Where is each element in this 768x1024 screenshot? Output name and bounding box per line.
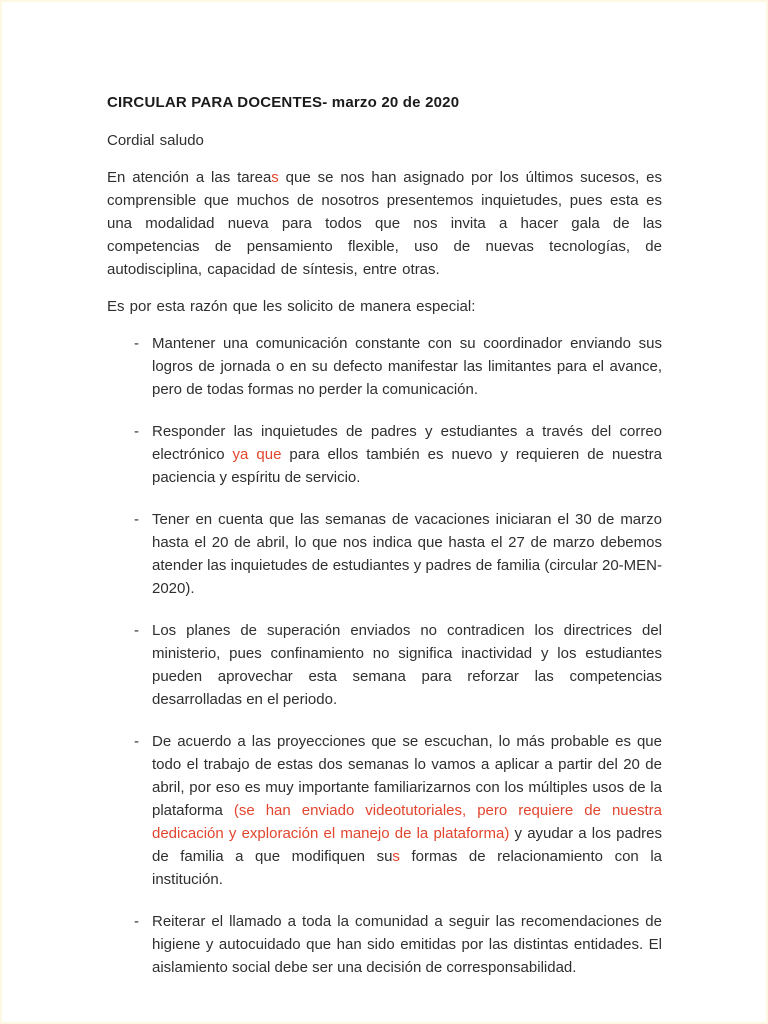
bullet-item-respond-email [107,420,662,489]
highlighted-text-run: s [271,169,279,186]
text-run: En atención a las tarea [107,169,272,186]
text-run: y ayudar a los padres de familia a que modifiquen su [152,825,662,865]
bullet-item-communication [107,332,662,401]
greeting-line: Cordial saludo [107,132,204,149]
text-run: Los planes de superación enviados no contradicen los directrices del ministerio, pues confinamiento no significa inactividad y los estudiantes pueden aprovechar esta semana para reforzar las competencias desarrolladas en el periodo. [152,622,662,708]
bullet-item-vacation-dates [107,508,662,600]
document-page [2,2,766,1022]
dash-marker: - [134,622,139,639]
bullet-item-platform-usage [107,730,662,891]
dash-marker: - [134,423,139,440]
bullet-text [152,619,662,711]
dash-marker: - [134,913,139,930]
highlighted-text-run: (se han enviado videotutoriales, pero requiere de nuestra dedicación y exploración el manejo de la plataforma) [152,802,662,842]
text-run: que se nos han asignado por los últimos sucesos, es comprensible que muchos de nosotros presentemos inquietudes, pues esta es una modalidad nueva para todos que nos invita a hacer gala de las competencias de pensamiento flexible, uso de nuevas tecnologías, de autodisciplina, capacidad de síntesis, entre otras. [107,169,662,278]
bullet-text [152,332,662,401]
bullet-item-improvement-plans [107,619,662,711]
text-run: De acuerdo a las proyecciones que se escuchan, lo más probable es que todo el trabajo de estas dos semanas lo vamos a aplicar a partir del 20 de abril, por eso es muy importante familiarizarnos con los múltiples usos de la plataforma [152,733,662,819]
text-run: Responder las inquietudes de padres y estudiantes a través del correo electrónico [152,423,662,463]
intro-paragraph [107,166,662,281]
bullet-text [152,730,662,891]
bullet-text [152,910,662,979]
highlighted-text-run: ya que [232,446,282,463]
text-run: Tener en cuenta que las semanas de vacaciones iniciaran el 30 de marzo hasta el 20 de abril, lo que nos indica que hasta el 27 de marzo debemos atender las inquietudes de estudiantes y padres de familia (circular 20-MEN-2020). [152,511,662,597]
dash-marker: - [134,335,139,352]
bullet-text [152,420,662,489]
text-run: para ellos también es nuevo y requieren de nuestra paciencia y espíritu de servicio. [152,446,662,486]
dash-marker: - [134,511,139,528]
text-run: Es por esta razón que les solicito de manera especial: [107,298,476,315]
text-run: formas de relacionamiento con la institución. [152,848,662,888]
bullet-list [107,332,662,979]
bullet-item-hygiene-recommendations [107,910,662,979]
request-line [107,295,662,318]
bullet-text [152,508,662,600]
highlighted-text-run: s [392,848,400,865]
text-run: Mantener una comunicación constante con su coordinador enviando sus logros de jornada o en su defecto manifestar las limitantes para el avance, pero de todas formas no perder la comunicación. [152,335,662,398]
document-title: CIRCULAR PARA DOCENTES- marzo 20 de 2020 [107,94,460,111]
text-run: Reiterar el llamado a toda la comunidad a seguir las recomendaciones de higiene y autocuidado que han sido emitidas por las distintas entidades. El aislamiento social debe ser una decisión de corresponsabilidad. [152,913,662,976]
dash-marker: - [134,733,139,750]
